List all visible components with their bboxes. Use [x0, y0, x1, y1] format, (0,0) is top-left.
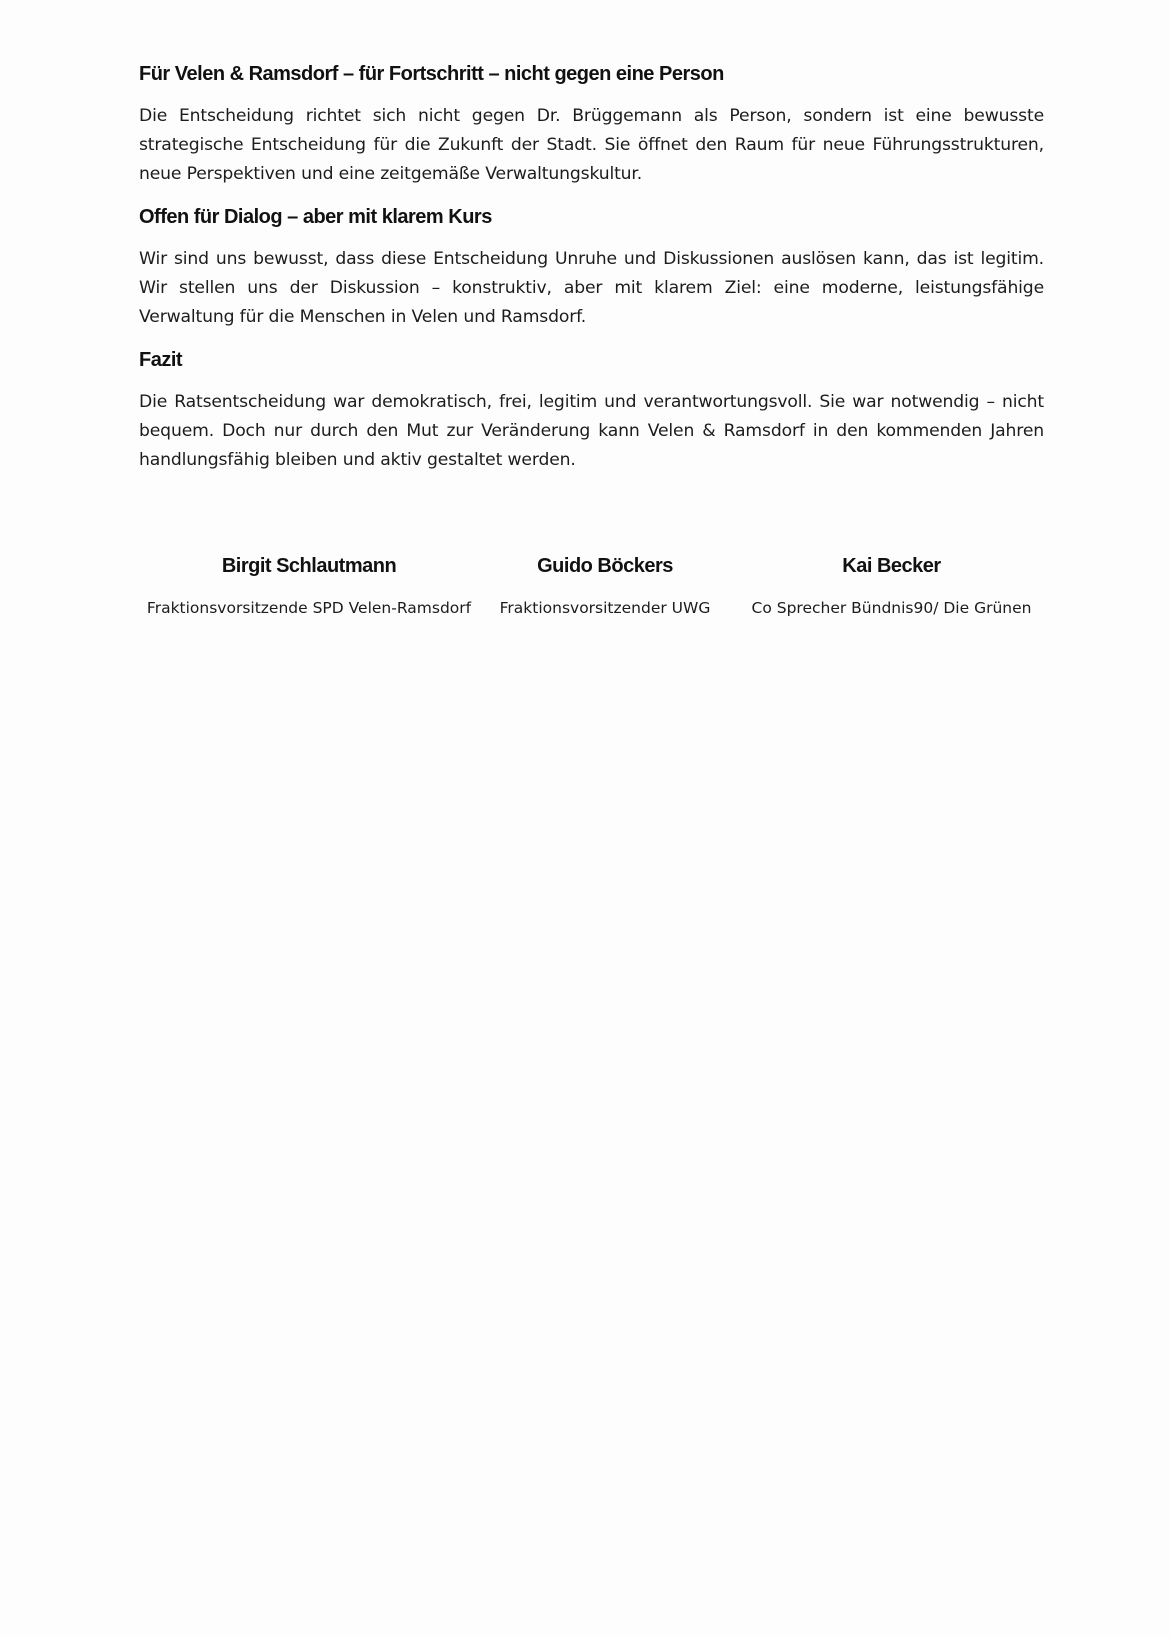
- section-heading: Für Velen & Ramsdorf – für Fortschritt – nicht gegen eine Person: [139, 63, 724, 85]
- signatory-role: Fraktionsvorsitzende SPD Velen-Ramsdorf: [146, 599, 472, 617]
- signature-boeckers: [491, 552, 719, 619]
- section-dialog: [139, 203, 1044, 332]
- section-heading: Offen für Dialog – aber mit klarem Kurs: [139, 206, 492, 228]
- document-page: [139, 60, 1044, 489]
- section-fortschritt: [139, 60, 1044, 189]
- section-fazit: [139, 346, 1044, 475]
- section-heading: Fazit: [139, 349, 183, 371]
- section-paragraph: Die Ratsentscheidung war demokratisch, frei, legitim und verantwortungsvoll. Sie war notwendig – nicht bequem. Doch nur durch den Mut zur Veränderung kann Velen & Ramsdorf in den kommenden Jahren handlungsfähig bleiben und aktiv gestaltet werden.: [139, 392, 1044, 470]
- section-paragraph: Die Entscheidung richtet sich nicht gegen Dr. Brüggemann als Person, sondern ist eine bewusste strategische Entscheidung für die Zukunft der Stadt. Sie öffnet den Raum für neue Führungsstrukturen, neue Perspektiven und eine zeitgemäße Verwaltungskultur.: [139, 106, 1044, 184]
- signatory-name: Guido Böckers: [537, 555, 673, 577]
- signature-schlautmann: [139, 552, 479, 619]
- signature-becker: [739, 552, 1044, 619]
- signatory-role: Fraktionsvorsitzender UWG: [499, 599, 711, 617]
- signatory-name: Kai Becker: [842, 555, 941, 577]
- section-paragraph: Wir sind uns bewusst, dass diese Entscheidung Unruhe und Diskussionen auslösen kann, das ist legitim. Wir stellen uns der Diskussion – konstruktiv, aber mit klarem Ziel: eine moderne, leistungsfähige Verwaltung für die Menschen in Velen und Ramsdorf.: [139, 249, 1044, 327]
- signatory-role: Co Sprecher Bündnis90/ Die Grünen: [751, 599, 1032, 617]
- signatory-name: Birgit Schlautmann: [221, 555, 397, 577]
- signature-block: [139, 552, 1044, 632]
